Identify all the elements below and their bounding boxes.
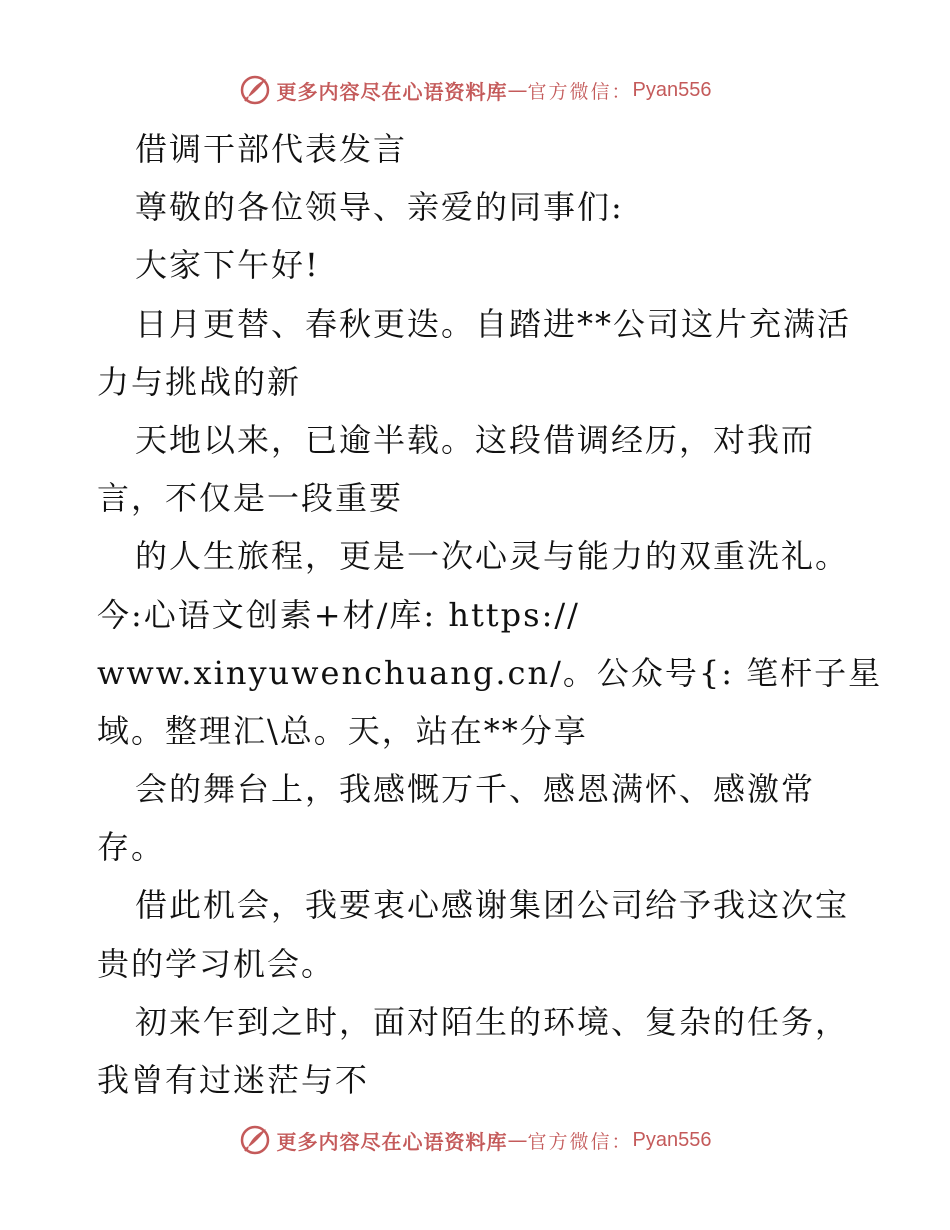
salutation-line: 尊敬的各位领导、亲爱的同事们: xyxy=(135,188,624,227)
text-line: 的人生旅程，更是一次心灵与能力的双重洗礼。 xyxy=(135,537,850,576)
text-line: 今:心语文创素+材/库: https:// xyxy=(97,595,580,634)
footer-watermark xyxy=(0,1120,950,1160)
watermark-brand: 更多内容尽在心语资料库 xyxy=(276,1129,508,1154)
text-line: 我曾有过迷茫与不 xyxy=(97,1061,370,1099)
text-line: 初来乍到之时，面对陌生的环境、复杂的任务， xyxy=(135,1002,850,1041)
watermark-wechat-id: Pyan556 xyxy=(632,1128,712,1151)
watermark-separator: — xyxy=(507,78,528,102)
text-line: 会的舞台上，我感慨万千、感恩满怀、感激常 xyxy=(135,770,816,809)
text-line: www.xinyuwenchuang.cn/。公众号{: 笔杆子星 xyxy=(97,653,883,692)
text-line: 借此机会，我要衷心感谢集团公司给予我这次宝 xyxy=(135,886,850,925)
quill-logo-icon xyxy=(239,1124,271,1156)
text-line: 言，不仅是一段重要 xyxy=(97,479,404,518)
text-line: 存。 xyxy=(97,828,166,867)
text-line: 力与挑战的新 xyxy=(97,362,302,401)
watermark-wechat-id: Pyan556 xyxy=(632,78,712,101)
greeting-line: 大家下午好! xyxy=(135,246,320,285)
quill-logo-icon xyxy=(239,74,271,106)
text-line: 贵的学习机会。 xyxy=(97,944,336,983)
text-line: 域。整理汇\总。天，站在**分享 xyxy=(97,711,588,750)
text-line: 日月更替、春秋更迭。自踏进**公司这片充满活 xyxy=(135,304,852,343)
text-line: 天地以来，已逾半载。这段借调经历，对我而 xyxy=(135,420,816,459)
document-title: 借调干部代表发言 xyxy=(135,130,408,168)
document-body xyxy=(97,120,883,1109)
watermark-official-label: 官方微信： xyxy=(527,80,633,103)
watermark-brand: 更多内容尽在心语资料库 xyxy=(276,79,508,104)
header-watermark xyxy=(0,70,950,110)
watermark-separator: — xyxy=(507,1128,528,1152)
watermark-official-label: 官方微信： xyxy=(527,1130,633,1153)
